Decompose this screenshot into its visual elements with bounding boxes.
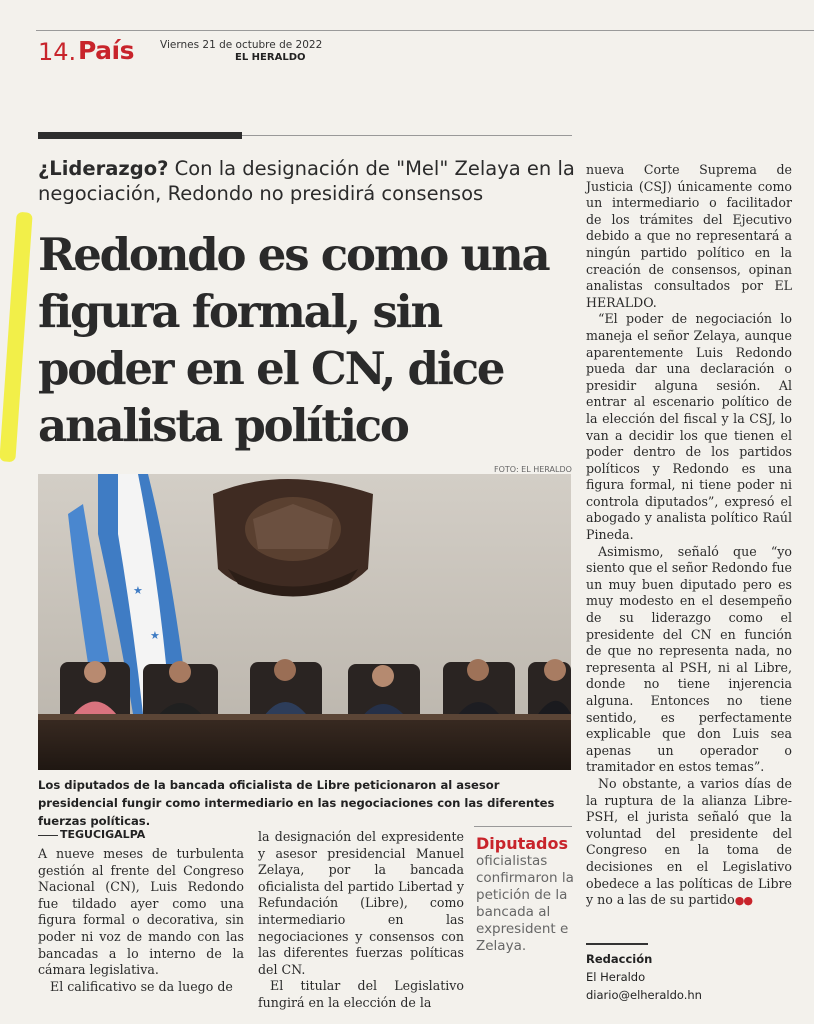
body-paragraph: El titular del Legislativo fungirá en la elección de la: [258, 978, 464, 1010]
headline-rule-thin: [242, 135, 572, 136]
body-paragraph: Asimismo, señaló que “yo siento que el señor Redondo fue un muy buen diputado pero es muy modesto en el desempeño de su liderazgo como el presidente del CN en función de que no representa nada, no representa al PSH, ni al Libre, donde no tiene injerencia alguna. Entonces no tiene sentido, es perfectamente explicable que don Luis sea apenas un operador o tramitador en estos temas”.: [586, 543, 793, 775]
kicker: [38, 156, 578, 206]
body-paragraph: El calificativo se da luego de: [50, 978, 233, 994]
signature-outlet: El Heraldo: [586, 970, 646, 984]
body-paragraph: A nueve meses de turbulenta gestión al frente del Congreso Nacional (CN), Luis Redondo fue tildado ayer como una figura formal o decorativa, sin poder ni voz de mando con las bancadas a lo interno de la cámara legislativa.: [38, 846, 244, 978]
coat-of-arms: [213, 479, 373, 597]
kicker-text: Con la designación de "Mel" Zelaya en la negociación, Redondo no presidirá consensos: [38, 157, 575, 205]
body-column-3: [586, 162, 792, 910]
body-paragraph-text: No obstante, a varios días de la ruptura de la alianza Libre-PSH, el jurista señaló que la voluntad del presidente del Congreso en la toma de decisiones en el Legislativo obedece a las políticas de Libre y no a las de su partido: [586, 775, 792, 908]
pull-quote: [476, 834, 576, 955]
pull-quote-rule: [474, 826, 572, 827]
page-number: 14.: [38, 38, 77, 66]
headline: Redondo es como una figura formal, sin poder en el CN, dice analista político: [38, 228, 549, 452]
photo-caption: Los diputados de la bancada oficialista de Libre peticionaron al asesor presidencial fungir como intermediario en las negociaciones con las diferentes fuerzas políticas.: [38, 778, 555, 828]
dateline: [38, 828, 145, 841]
congress-desk: [38, 714, 571, 770]
body-paragraph: la designación del expresidente y asesor presidencial Manuel Zelaya, por la bancada oficialista del partido Libertad y Refundación (Libre), como intermediario en las negociaciones y consensos con las diferentes fuerzas políticas del CN.: [258, 829, 464, 977]
dateline-text: TEGUCIGALPA: [60, 828, 146, 841]
body-column-1: [38, 846, 244, 995]
article-photo: [38, 474, 571, 770]
body-paragraph-last: [586, 776, 792, 910]
photo-credit: FOTO: EL HERALDO: [494, 465, 572, 474]
headline-rule-thick: [38, 132, 242, 139]
signature-email[interactable]: diario@elheraldo.hn: [586, 988, 702, 1002]
publication-name: EL HERALDO: [235, 52, 306, 63]
body-column-2: [258, 829, 464, 1012]
congress-photo-illustration: [38, 474, 571, 770]
section-title: País: [78, 36, 134, 65]
signature-role: Redacción: [586, 952, 653, 966]
svg-text:★: ★: [133, 584, 143, 597]
end-mark-icon: ●●: [734, 894, 752, 908]
pull-quote-text: oficialistas confirmaron la petición de la bancada al expresident e Zelaya.: [476, 853, 574, 954]
signature-block: [586, 950, 702, 1004]
top-rule: [36, 30, 814, 31]
highlighter-mark: [0, 212, 33, 463]
issue-date: Viernes 21 de octubre de 2022: [160, 39, 323, 51]
body-paragraph: “El poder de negociación lo maneja el señor Zelaya, aunque aparentemente Luis Redondo pueda dar una declaración o presidir alguna sesión. Al entrar al escenario político de la elección del fiscal y la CSJ, lo van a decidir los que tienen el poder dentro de los partidos políticos y Redondo es una figura formal, ni tiene poder ni controla diputados”, expresó el abogado y analista político Raúl Pineda.: [586, 311, 792, 543]
svg-text:★ ★: ★ ★: [150, 629, 174, 642]
kicker-question: ¿Liderazgo?: [38, 157, 169, 180]
signature-rule: [586, 943, 648, 945]
body-paragraph: nueva Corte Suprema de Justicia (CSJ) únicamente como un intermediario o facilitador de los trámites del Ejecutivo debido a que no representará a ningún partido político en la creación de consensos, opinan analistas consultados por EL HERALDO.: [586, 162, 792, 310]
dateline-rule: [38, 835, 58, 836]
pull-quote-title: Diputados: [476, 834, 569, 853]
